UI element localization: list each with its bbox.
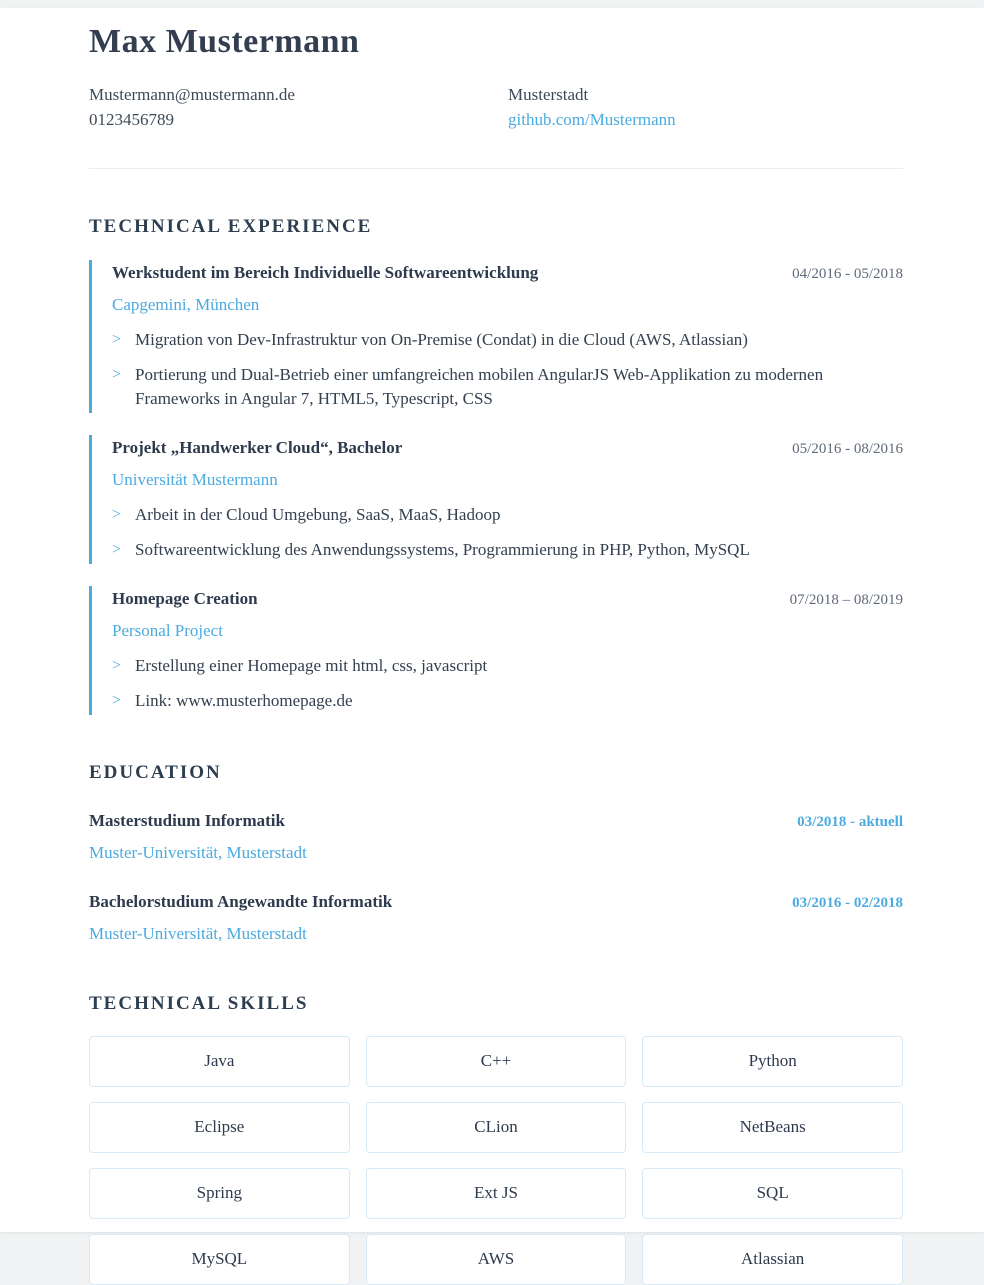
bullet-text: Erstellung einer Homepage mit html, css, javascript	[135, 656, 488, 676]
experience-item	[89, 435, 903, 564]
experience-item-header	[112, 261, 903, 285]
experience-bullet-list	[112, 503, 903, 562]
skills-grid	[89, 1036, 903, 1285]
skill-box: MySQL	[89, 1234, 350, 1285]
skill-box: Python	[642, 1036, 903, 1087]
education-item	[89, 890, 903, 946]
education-item-title: Masterstudium Informatik	[89, 811, 285, 831]
skill-box: Eclipse	[89, 1102, 350, 1153]
experience-bullet-list	[112, 328, 903, 411]
skill-box: NetBeans	[642, 1102, 903, 1153]
bullet-text: Migration von Dev-Infrastruktur von On-Premise (Condat) in die Cloud (AWS, Atlassian)	[135, 330, 748, 350]
bullet-item	[112, 328, 903, 352]
education-item-subtitle: Muster-Universität, Musterstadt	[89, 924, 307, 944]
skill-box: Atlassian	[642, 1234, 903, 1285]
bullet-text: Link: www.musterhomepage.de	[135, 691, 353, 711]
bullet-item	[112, 689, 903, 713]
education-item-header	[89, 809, 903, 833]
page-title: Max Mustermann	[89, 23, 360, 60]
chevron-right-icon: >	[112, 331, 122, 349]
contact-left-column	[89, 82, 508, 132]
experience-item	[89, 260, 903, 413]
contact-right-column	[508, 82, 903, 132]
experience-item-title: Werkstudent im Bereich Individuelle Softwareentwicklung	[112, 263, 539, 283]
education-item-header	[89, 890, 903, 914]
skill-box: Ext JS	[366, 1168, 627, 1219]
header-divider	[89, 168, 903, 169]
chevron-right-icon: >	[112, 366, 122, 384]
experience-list	[89, 260, 903, 715]
skill-box: CLion	[366, 1102, 627, 1153]
education-item-date: 03/2018 - aktuell	[797, 814, 903, 831]
education-list	[89, 809, 903, 946]
experience-item-title: Homepage Creation	[112, 589, 258, 609]
contact-phone: 0123456789	[89, 110, 174, 130]
bullet-item	[112, 503, 903, 527]
section-title-skills: TECHNICAL SKILLS	[89, 993, 309, 1015]
experience-item-header	[112, 436, 903, 460]
experience-item	[89, 586, 903, 715]
bullet-text: Arbeit in der Cloud Umgebung, SaaS, MaaS, Hadoop	[135, 505, 501, 525]
contact-block	[89, 82, 903, 132]
contact-email: Mustermann@mustermann.de	[89, 85, 295, 105]
bullet-text: Softwareentwicklung des Anwendungssystems, Programmierung in PHP, Python, MySQL	[135, 540, 750, 560]
skill-box: AWS	[366, 1234, 627, 1285]
section-title-experience: TECHNICAL EXPERIENCE	[89, 216, 373, 238]
skill-box: Java	[89, 1036, 350, 1087]
resume-page	[0, 8, 984, 1269]
chevron-right-icon: >	[112, 657, 122, 675]
education-item-subtitle: Muster-Universität, Musterstadt	[89, 843, 307, 863]
education-item	[89, 809, 903, 865]
bullet-item	[112, 538, 903, 562]
experience-item-header	[112, 587, 903, 611]
chevron-right-icon: >	[112, 692, 122, 710]
github-link[interactable]: github.com/Mustermann	[508, 110, 676, 130]
chevron-right-icon: >	[112, 506, 122, 524]
experience-bullet-list	[112, 654, 903, 713]
experience-item-subtitle: Personal Project	[112, 621, 223, 641]
experience-item-date: 05/2016 - 08/2016	[792, 441, 903, 458]
skill-box: C++	[366, 1036, 627, 1087]
education-item-date: 03/2016 - 02/2018	[792, 895, 903, 912]
experience-item-subtitle: Universität Mustermann	[112, 470, 278, 490]
chevron-right-icon: >	[112, 541, 122, 559]
section-title-education: EDUCATION	[89, 762, 222, 784]
experience-item-subtitle: Capgemini, München	[112, 295, 260, 315]
skill-box: SQL	[642, 1168, 903, 1219]
skill-box: Spring	[89, 1168, 350, 1219]
bullet-item	[112, 654, 903, 678]
bullet-text: Portierung und Dual-Betrieb einer umfangreichen mobilen AngularJS Web-Applikation zu modernen Frameworks in Angular 7, HTML5, Typescript, CSS	[135, 365, 824, 409]
education-item-title: Bachelorstudium Angewandte Informatik	[89, 892, 393, 912]
bullet-item	[112, 363, 903, 411]
experience-item-date: 04/2016 - 05/2018	[792, 266, 903, 283]
experience-item-title: Projekt „Handwerker Cloud“, Bachelor	[112, 438, 403, 458]
experience-item-date: 07/2018 – 08/2019	[789, 592, 903, 609]
contact-location: Musterstadt	[508, 85, 589, 105]
